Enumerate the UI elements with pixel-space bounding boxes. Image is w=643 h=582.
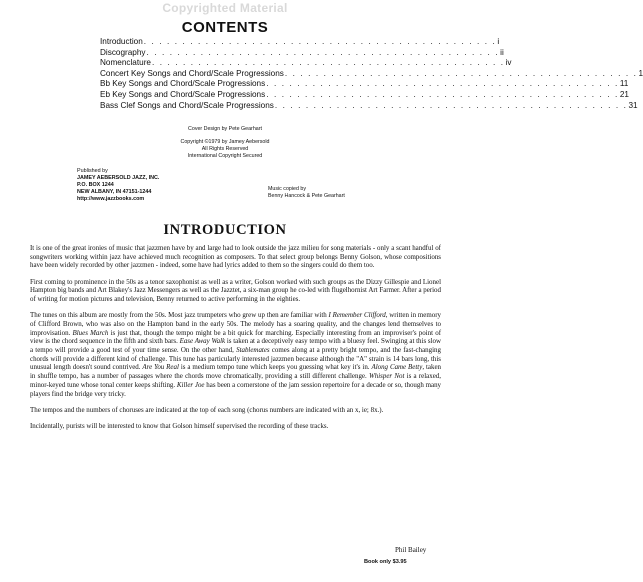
toc-entry-label: Discography [100, 47, 146, 57]
toc-entry-page: 11 [619, 79, 629, 89]
international-copyright-line: International Copyright Secured [187, 153, 263, 159]
text-run: has been a cornerstone of the jam session repertoire for a decade or so, though many players find the bridge very tricky. [30, 380, 442, 398]
toc-leader-dots: . . . . . . . . . . . . . . . . . . . . . . . . . . . . . . . . . . . . . . . . . . . . . . [266, 79, 619, 89]
song-title: Ease Away Walk [179, 337, 226, 346]
watermark: Copyrighted Material [162, 1, 288, 15]
toc-leader-dots: . . . . . . . . . . . . . . . . . . . . . . . . . . . . . . . . . . . . . . . . . . . . . . [284, 68, 638, 78]
intro-paragraph: First coming to prominence in the 50s as a tenor saxophonist as well as a writer, Golson worked with such groups as the Dizzy Gillespie and Lionel Hampton big bands and Art Blakey's Jazz Messengers as well as the Jazztet, a six-man group he co-led with flugelhornist Art Farmer. After a period of writing for motion pictures and television, Benny returned to active performing in the eighties. [30, 277, 441, 304]
publisher-block [77, 168, 159, 203]
text-run: is just that, though the tempo might be a bit quick for marching. Especially interesting from an improviser's point of view is the chord sequence in the fifth and sixth bars. [30, 328, 442, 346]
toc-entry-label: Concert Key Songs and Chord/Scale Progressions [100, 68, 284, 78]
text-run: is taken at a deceptively easy tempo with a bluesy feel. Swinging at this slow a tempo will provide a good test of your time sense. On the other hand, [30, 337, 441, 355]
text-run: , written in memory of Clifford Brown, who was also on the Hampton band in the early 50s. The melody has a soaring quality, and the changes lend themselves to improvisation. [30, 311, 441, 337]
intro-paragraph [30, 311, 441, 398]
toc-entry-page: 31 [628, 100, 638, 110]
song-title: I Remember Clifford [328, 311, 386, 320]
song-title: Stablemates [236, 346, 270, 355]
song-title: Killer Joe [176, 380, 205, 389]
toc-leader-dots: . . . . . . . . . . . . . . . . . . . . . . . . . . . . . . . . . . . . . . . . . . . . . . [274, 100, 628, 110]
music-copied-label: Music copied by [268, 186, 306, 192]
music-copied-credit [268, 186, 345, 199]
text-run: is a relaxed, minor-keyed tune whose tonal center keeps shifting. [30, 372, 441, 389]
toc-entry-label: Nomenclature [100, 58, 151, 68]
toc-entry-label: Bass Clef Songs and Chord/Scale Progressions [100, 100, 274, 110]
toc-entry-page: 21 [619, 89, 629, 99]
price-label: Book only $3.95 [364, 559, 407, 565]
toc-entry-label: Bb Key Songs and Chord/Scale Progressions [100, 79, 266, 89]
intro-paragraph: It is one of the great ironies of music that jazzmen have by and large had to look outside the jazz milieu for song materials - only a scant handful of songwriters working within jazz have achieved much recognition as composers. To that select group belongs Benny Golson, whose compositions have been widely recorded by other jazzmen - indeed, some have had lyrics added to them so the singers could do them too. [30, 244, 441, 270]
publisher-name: JAMEY AEBERSOLD JAZZ, INC. [77, 175, 160, 181]
intro-paragraph: Incidentally, purists will be interested to know that Golson himself supervised the recording of these tracks. [30, 421, 329, 430]
toc-leader-dots: . . . . . . . . . . . . . . . . . . . . . . . . . . . . . . . . . . . . . . . . . . . . . . [143, 37, 497, 46]
author-signature: Phil Bailey [395, 546, 427, 554]
introduction-title: INTRODUCTION [163, 222, 287, 238]
toc-entry-page: 1 [638, 68, 643, 78]
publisher-po-box: P.O. BOX 1244 [77, 182, 114, 188]
toc-entry[interactable] [100, 68, 643, 80]
toc-entry-page: i [497, 37, 500, 46]
toc-entry[interactable] [100, 100, 638, 112]
table-of-contents [100, 37, 643, 111]
copyright-line: Copyright ©1979 by Jamey Aebersold [180, 139, 270, 145]
text-run: comes along at a pretty bright tempo, and the fast-changing chords will provide a different kind of challenge. This tune has particularly interested jazzmen because although the "A" strain is 14 bars long, this unusual length doesn't sound contrived. [30, 346, 441, 372]
song-title: Are You Real [142, 363, 179, 372]
toc-entry-page: ii [500, 47, 504, 57]
toc-leader-dots: . . . . . . . . . . . . . . . . . . . . . . . . . . . . . . . . . . . . . . . . . . . . . . [151, 58, 505, 68]
toc-entry[interactable] [100, 89, 629, 101]
copyright-notice [0, 139, 450, 160]
toc-leader-dots: . . . . . . . . . . . . . . . . . . . . . . . . . . . . . . . . . . . . . . . . . . . . . . [266, 89, 619, 99]
publisher-city: NEW ALBANY, IN 47151-1244 [77, 189, 152, 195]
toc-entry[interactable] [100, 79, 629, 90]
text-run: is a medium tempo tune which keeps you guessing what key it's in. [178, 363, 372, 372]
cover-design-credit: Cover Design by Pete Gearhart [188, 126, 262, 132]
introduction-body [30, 244, 441, 438]
music-copied-names: Benny Hancock & Pete Gearhart [268, 192, 345, 199]
song-title: Whisper Not [368, 372, 405, 381]
text-run: , taken in shuffle tempo, has a number of passages where the chords move chromatically, providing a still different challenge. [30, 363, 441, 381]
contents-title: CONTENTS [181, 19, 269, 36]
toc-entry[interactable] [100, 58, 512, 69]
toc-entry-label: Eb Key Songs and Chord/Scale Progressions [100, 89, 266, 99]
intro-paragraph: The tempos and the numbers of choruses are indicated at the top of each song (chorus numbers are indicated with an x, ie; 8x.). [30, 405, 384, 414]
text-run: The tunes on this album are mostly from the 50s. Most jazz trumpeters who grew up then are familiar with [30, 311, 329, 320]
toc-entry[interactable] [100, 47, 504, 59]
song-title: Along Came Betty [371, 363, 423, 372]
toc-leader-dots: . . . . . . . . . . . . . . . . . . . . . . . . . . . . . . . . . . . . . . . . . . . . . . [146, 47, 500, 57]
rights-line: All Rights Reserved [201, 146, 249, 152]
toc-entry-label: Introduction [100, 37, 143, 46]
publisher-website-link[interactable]: http://www.jazzbooks.com [77, 196, 145, 202]
song-title: Blues March [72, 328, 109, 337]
publisher-label: Published by [77, 168, 108, 174]
toc-entry[interactable] [100, 37, 500, 48]
toc-entry-page: iv [505, 58, 512, 68]
